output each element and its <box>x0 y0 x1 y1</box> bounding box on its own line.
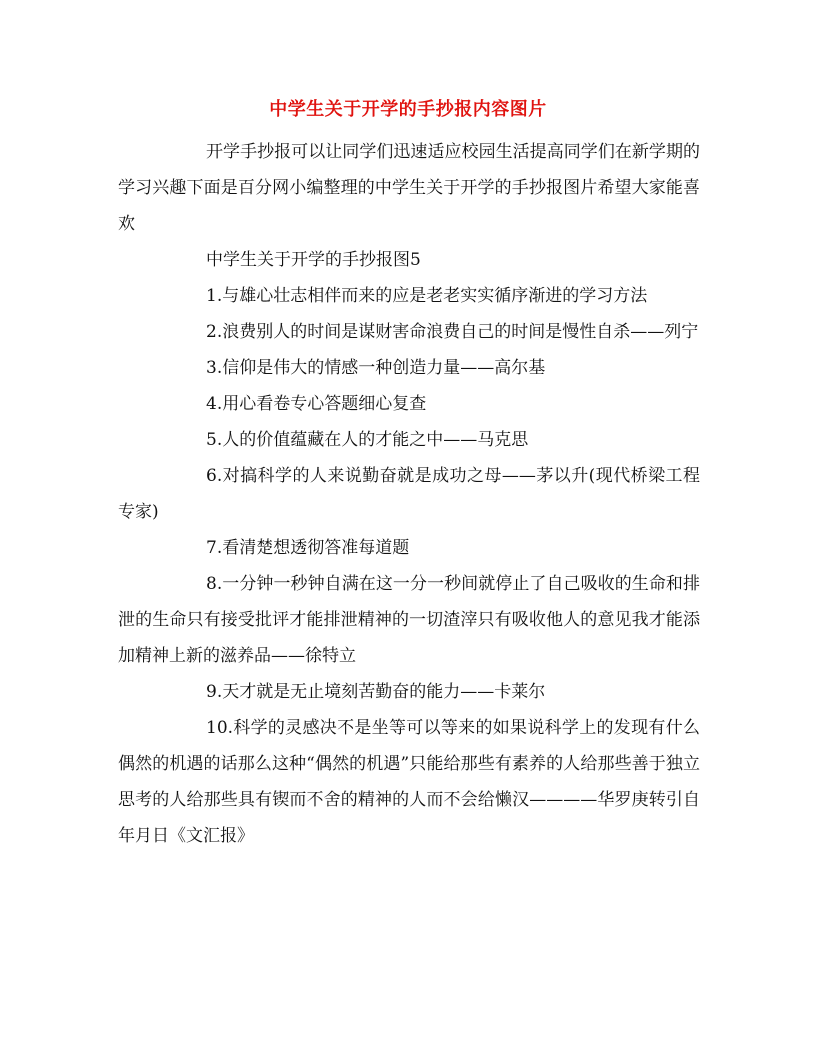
quote-item-9: 9.天才就是无止境刻苦勤奋的能力——卡莱尔 <box>206 682 546 702</box>
intro-paragraph: 开学手抄报可以让同学们迅速适应校园生活提高同学们在新学期的学习兴趣下面是百分网小编整理的中学生关于开学的手抄报图片希望大家能喜欢 <box>118 142 700 234</box>
quote-item-10: 10.科学的灵感决不是坐等可以等来的如果说科学上的发现有什么偶然的机遇的话那么这种“偶然的机遇”只能给那些有素养的人给那些善于独立思考的人给那些具有锲而不舍的精神的人而不会给懒汉————华罗庚转引自年月日《文汇报》 <box>118 718 700 846</box>
quote-item-4: 4.用心看卷专心答题细心复查 <box>206 394 427 414</box>
quote-item-8: 8.一分钟一秒钟自满在这一分一秒间就停止了自己吸收的生命和排泄的生命只有接受批评才能排泄精神的一切渣滓只有吸收他人的意见我才能添加精神上新的滋养品——徐特立 <box>118 574 700 666</box>
section-heading: 中学生关于开学的手抄报图5 <box>206 250 421 270</box>
quote-item-5: 5.人的价值蕴藏在人的才能之中——马克思 <box>206 430 529 450</box>
quote-item-2: 2.浪费别人的时间是谋财害命浪费自己的时间是慢性自杀——列宁 <box>206 322 699 342</box>
quote-item-6: 6.对搞科学的人来说勤奋就是成功之母——茅以升(现代桥梁工程专家) <box>118 466 700 522</box>
quote-item-3: 3.信仰是伟大的情感一种创造力量——高尔基 <box>206 358 546 378</box>
quote-item-1: 1.与雄心壮志相伴而来的应是老老实实循序渐进的学习方法 <box>206 286 648 306</box>
document-body <box>118 134 700 854</box>
document-title: 中学生关于开学的手抄报内容图片 <box>269 99 547 120</box>
quote-item-7: 7.看清楚想透彻答准每道题 <box>206 538 410 558</box>
